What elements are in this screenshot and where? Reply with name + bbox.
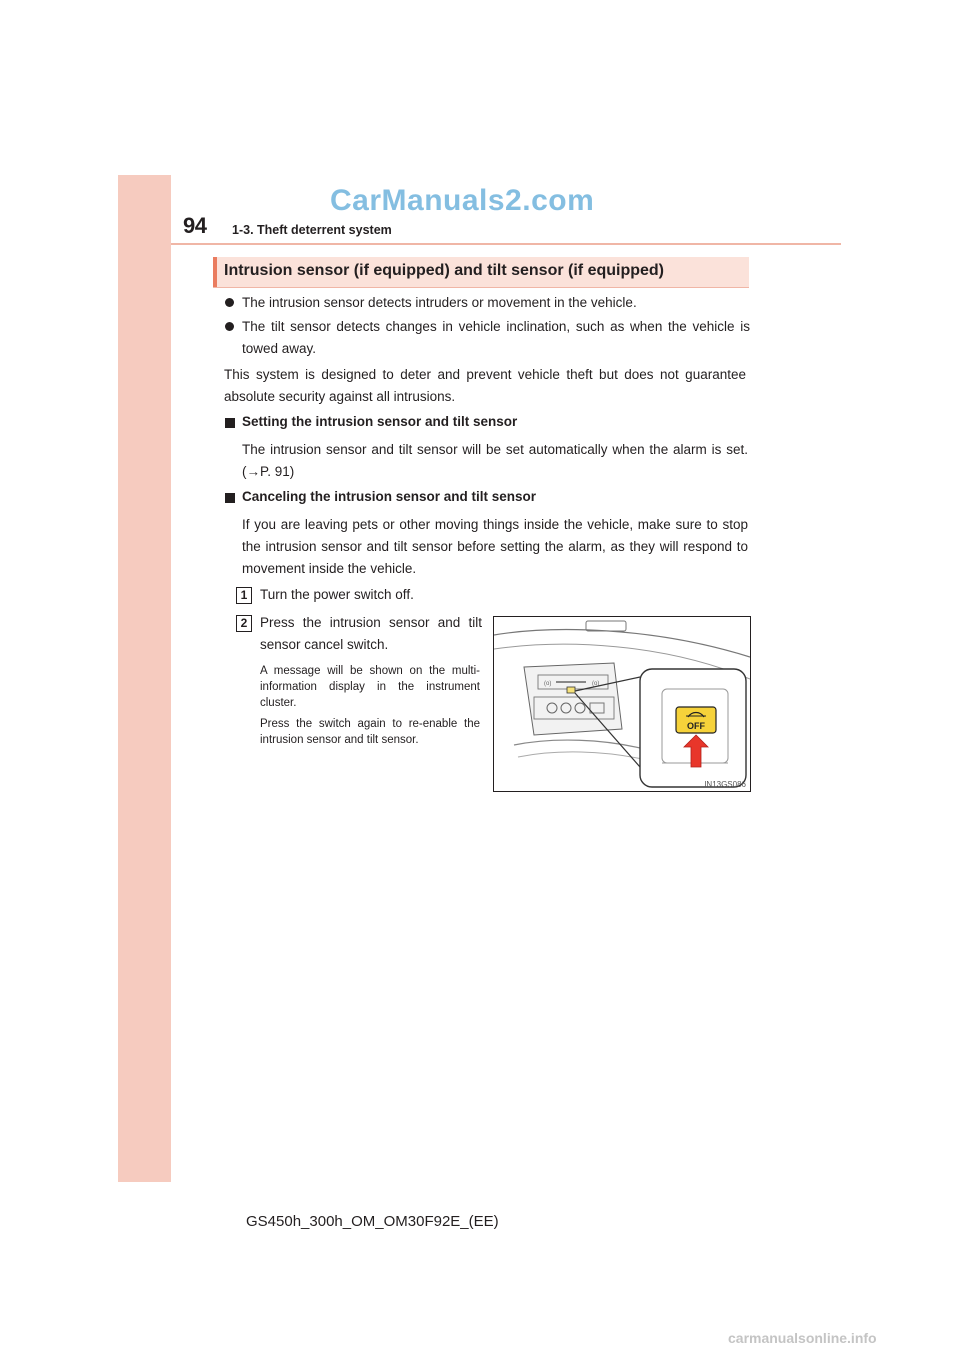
heading-text: Intrusion sensor (if equipped) and tilt sensor (if equipped) (224, 262, 665, 279)
step-2-note-1: A message will be shown on the multi-information display in the instrument cluster. (260, 665, 480, 709)
section-heading (213, 257, 749, 288)
figure-code: IN13GS086 (704, 780, 746, 789)
canceling-paragraph: If you are leaving pets or other moving things inside the vehicle, make sure to stop the intrusion sensor and tilt sensor before setting the alarm, as they will respond to movement inside the vehicle. (242, 517, 748, 576)
heading-accent-bar (213, 257, 217, 287)
bullet-item-2: The tilt sensor detects changes in vehicle inclination, such as when the vehicle is towed away. (242, 319, 750, 356)
overhead-console-drawing (494, 617, 750, 791)
step-number-1: 1 (236, 587, 252, 604)
bullet-icon (225, 298, 234, 307)
watermark-bottom: carmanualsonline.info (728, 1330, 877, 1346)
watermark-top: CarManuals2.com (330, 184, 595, 217)
setting-paragraph: The intrusion sensor and tilt sensor will be set automatically when the alarm is set. (→P. 91) (242, 442, 748, 479)
document-footer: GS450h_300h_OM_OM30F92E_(EE) (246, 1213, 499, 1230)
page-number: 94 (183, 213, 207, 238)
off-switch-label: OFF (687, 721, 705, 731)
section-marker-icon (225, 418, 235, 428)
switch-illustration (493, 616, 751, 792)
header-divider (171, 243, 841, 245)
bullet-item-1: The intrusion sensor detects intruders or movement in the vehicle. (242, 295, 637, 310)
svg-text:(o): (o) (544, 681, 552, 687)
subheading-setting: Setting the intrusion sensor and tilt sensor (242, 414, 518, 429)
section-title: 1-3. Theft deterrent system (232, 223, 392, 237)
step-2-text: Press the intrusion sensor and tilt sensor cancel switch. (260, 615, 482, 652)
intro-paragraph: This system is designed to deter and prevent vehicle theft but does not guarantee absolute security against all intrusions. (224, 367, 746, 404)
subheading-canceling: Canceling the intrusion sensor and tilt sensor (242, 489, 537, 504)
chapter-sidebar-tab (118, 175, 171, 1182)
svg-text:(o): (o) (592, 681, 600, 687)
step-number-2: 2 (236, 615, 252, 632)
section-marker-icon (225, 493, 235, 503)
bullet-icon (225, 322, 234, 331)
step-2-note-2: Press the switch again to re-enable the intrusion sensor and tilt sensor. (260, 718, 480, 746)
step-1-text: Turn the power switch off. (260, 587, 414, 602)
